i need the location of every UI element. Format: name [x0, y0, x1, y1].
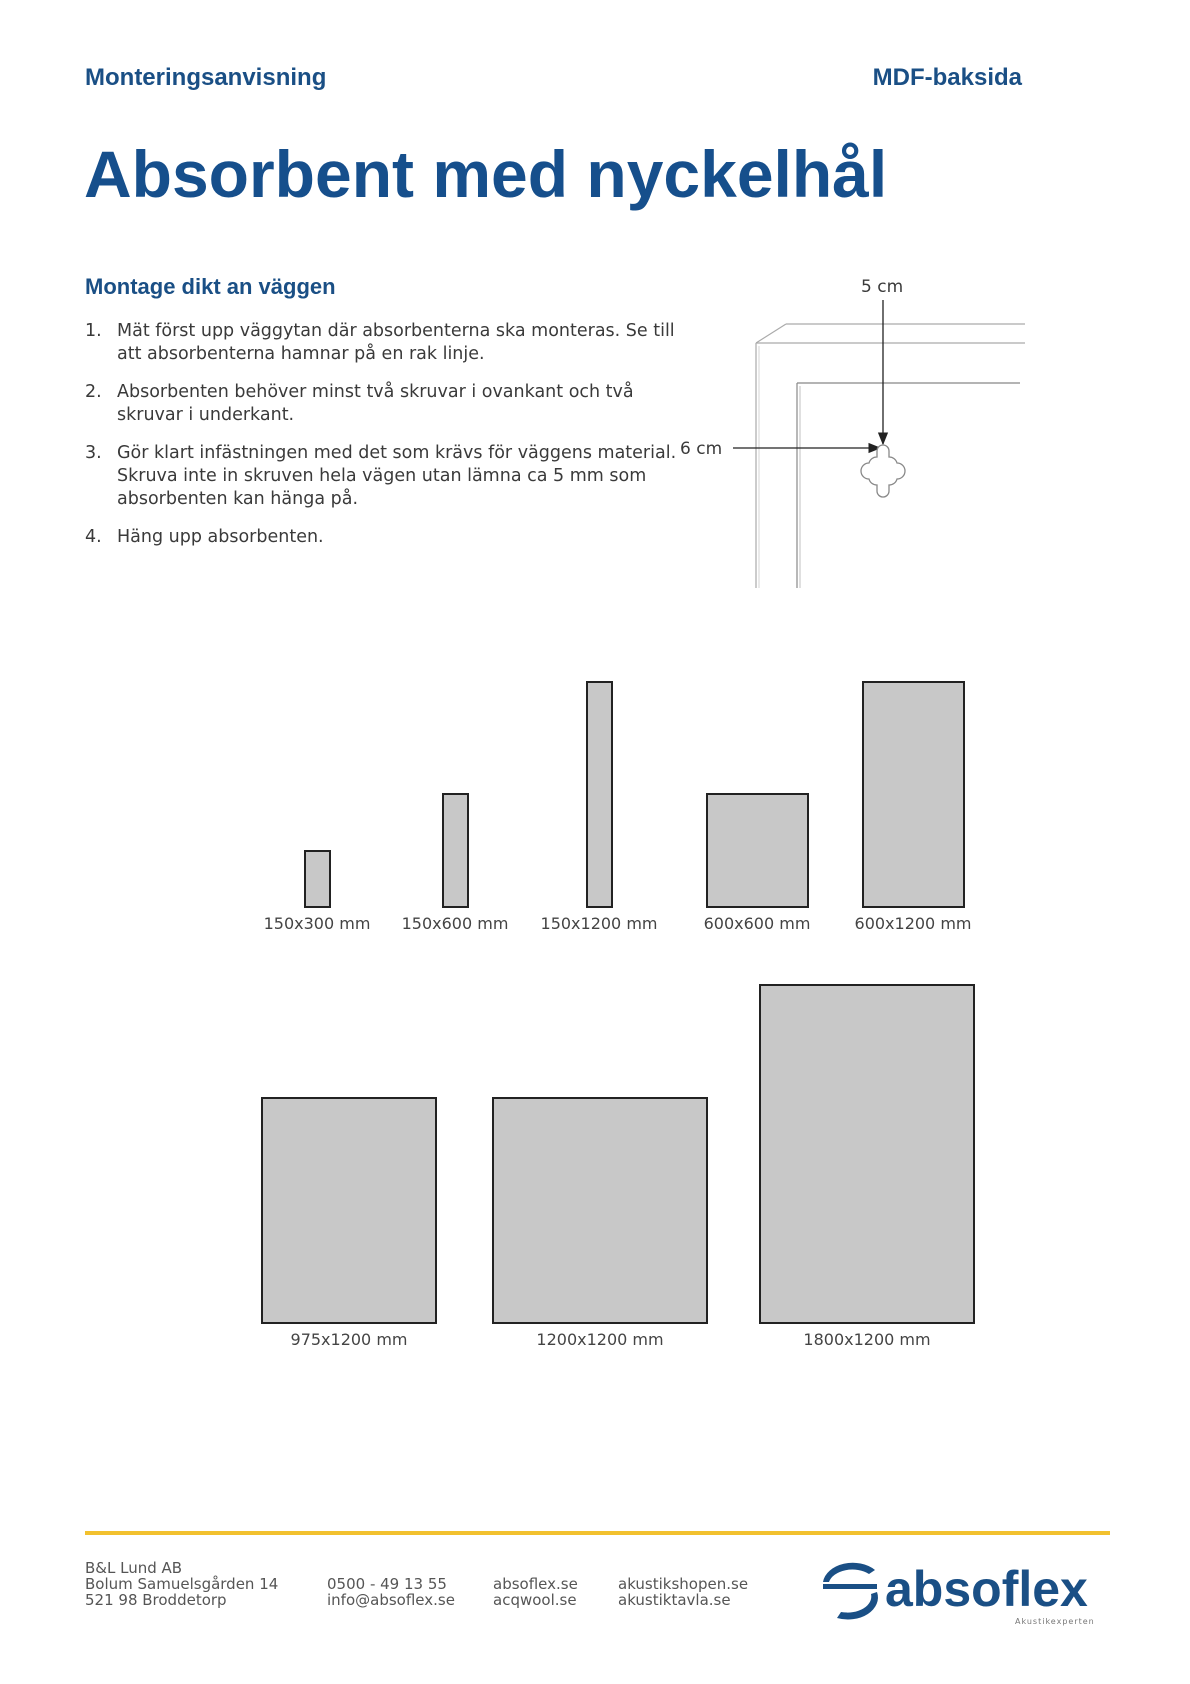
panel-inner-edge — [797, 383, 1020, 588]
website-link[interactable]: akustiktavla.se — [618, 1591, 731, 1609]
panel-size-label: 1200x1200 mm — [536, 1330, 664, 1349]
logo-tagline: Akustikexperten — [1015, 1617, 1095, 1626]
instruction-step — [85, 320, 685, 366]
panel-size-shape — [586, 681, 613, 908]
step-text: Häng upp absorbenten. — [117, 527, 324, 547]
panel-size-label: 150x300 mm — [263, 914, 371, 933]
website-link[interactable]: absoflex.se — [493, 1575, 578, 1593]
website-link[interactable]: acqwool.se — [493, 1591, 577, 1609]
panel-size-shape — [261, 1097, 437, 1324]
panel-size-label: 150x600 mm — [401, 914, 509, 933]
instruction-step — [85, 381, 685, 427]
step-number: 1. — [85, 321, 102, 341]
document-type: Monteringsanvisning — [85, 64, 327, 91]
side-dimension-label: 6 cm — [680, 439, 723, 459]
company-name: B&L Lund AB — [85, 1559, 183, 1577]
panel-size-shape — [759, 984, 975, 1324]
website-link[interactable]: akustikshopen.se — [618, 1575, 749, 1593]
product-variant: MDF-baksida — [872, 64, 1022, 91]
logo-wordmark: absoflex — [885, 1561, 1088, 1617]
footer-company — [85, 1560, 278, 1608]
panel-size-shape — [492, 1097, 708, 1324]
keyhole-placement-diagram — [670, 270, 1040, 630]
panel-corner-outline — [756, 324, 1025, 588]
step-text: Mät först upp väggytan där absorbenterna ska monteras. Se till att absorbenterna hamnar på en rak linje. — [117, 321, 675, 364]
step-text: Absorbenten behöver minst två skruvar i ovankant och två skruvar i underkant. — [117, 382, 634, 425]
panel-size-label: 150x1200 mm — [540, 914, 658, 933]
footer-contact — [327, 1576, 455, 1608]
footer-sites-1 — [493, 1576, 578, 1608]
panel-size-label: 975x1200 mm — [290, 1330, 408, 1349]
company-street: Bolum Samuelsgården 14 — [85, 1575, 279, 1593]
keyhole-icon — [861, 445, 905, 497]
step-number: 3. — [85, 443, 102, 463]
step-number: 2. — [85, 382, 102, 402]
panel-size-shape — [706, 793, 809, 908]
panel-size-label: 1800x1200 mm — [803, 1330, 931, 1349]
logo-mark-icon — [823, 1563, 878, 1620]
company-postal: 521 98 Broddetorp — [85, 1591, 227, 1609]
instruction-list — [85, 320, 685, 564]
email-link[interactable]: info@absoflex.se — [327, 1591, 455, 1609]
footer-sites-2 — [618, 1576, 748, 1608]
panel-size-label: 600x600 mm — [703, 914, 811, 933]
page-title: Absorbent med nyckelhål — [84, 137, 888, 211]
panel-size-shape — [862, 681, 965, 908]
top-dimension-label: 5 cm — [861, 277, 904, 297]
section-title: Montage dikt an väggen — [85, 274, 336, 299]
absoflex-logo — [815, 1548, 1115, 1628]
instruction-step — [85, 526, 685, 549]
phone-number: 0500 - 49 13 55 — [327, 1575, 447, 1593]
footer-divider — [85, 1531, 1110, 1535]
panel-size-label: 600x1200 mm — [854, 914, 972, 933]
instruction-step — [85, 442, 685, 511]
panel-size-shape — [304, 850, 331, 908]
panel-size-shape — [442, 793, 469, 908]
step-number: 4. — [85, 527, 102, 547]
step-text: Gör klart infästningen med det som krävs för väggens material. Skruva inte in skruven hela vägen utan lämna ca 5 mm som absorbenten kan hänga på. — [117, 443, 677, 509]
